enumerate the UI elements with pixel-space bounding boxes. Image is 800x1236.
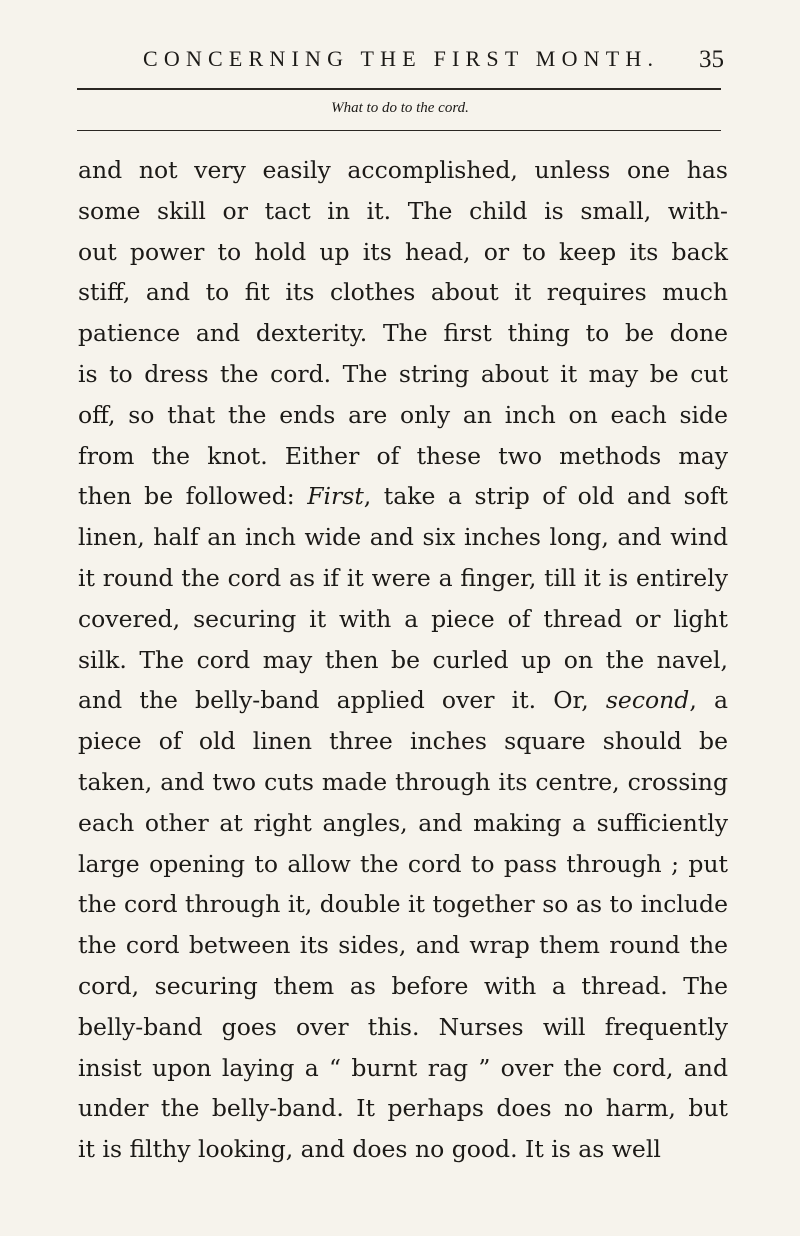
text-line: then be followed: First, take a strip of old and soft [78,482,728,511]
header-rule-bottom [77,130,721,131]
text-line: patience and dexterity. The first thing to be done [78,319,728,348]
section-subhead: What to do to the cord. [331,100,469,116]
text-line: large opening to allow the cord to pass through ; put [78,849,728,878]
text-line: belly-band goes over this. Nurses will frequently [78,1012,728,1041]
text-line: silk. The cord may then be curled up on the navel, [78,645,728,674]
page-number: 35 [699,46,724,73]
text-line: taken, and two cuts made through its centre, crossing [78,767,728,796]
text-line: and the belly-band applied over it. Or, second, a [78,686,729,715]
running-head [143,46,743,86]
body-text [78,150,728,1170]
emphasis: second [605,686,690,715]
text-line: linen, half an inch wide and six inches long, and wind [78,523,728,552]
text-line: it is filthy looking, and does no good. It is as well [78,1135,661,1164]
text-line: some skill or tact in it. The child is small, with- [78,196,728,225]
running-head-title: CONCERNING THE FIRST MONTH. [143,46,660,71]
text-line: and not very easily accomplished, unless one has [78,156,728,184]
text-line: cord, securing them as before with a thread. The [78,971,728,1000]
text-line: is to dress the cord. The string about it may be cut [78,359,728,388]
text-line: from the knot. Either of these two methods may [78,441,728,470]
text-line: covered, securing it with a piece of thread or light [78,604,728,633]
text-line: each other at right angles, and making a sufficiently [78,808,728,837]
text-line: piece of old linen three inches square should be [78,727,728,756]
header-rule-top [77,88,721,90]
text-line: insist upon laying a “ burnt rag ” over the cord, and [78,1053,728,1082]
text-line: out power to hold up its head, or to keep its back [78,237,728,266]
text-line: stiff, and to fit its clothes about it requires much [78,278,728,307]
text-line: the cord through it, double it together so as to include [78,890,728,919]
text-line: it round the cord as if it were a finger, till it is entirely [78,563,728,592]
text-line: under the belly-band. It perhaps does no harm, but [78,1094,728,1123]
emphasis: First [307,482,364,511]
text-line: the cord between its sides, and wrap them round the [78,931,728,960]
text-line: off, so that the ends are only an inch on each side [78,400,728,429]
